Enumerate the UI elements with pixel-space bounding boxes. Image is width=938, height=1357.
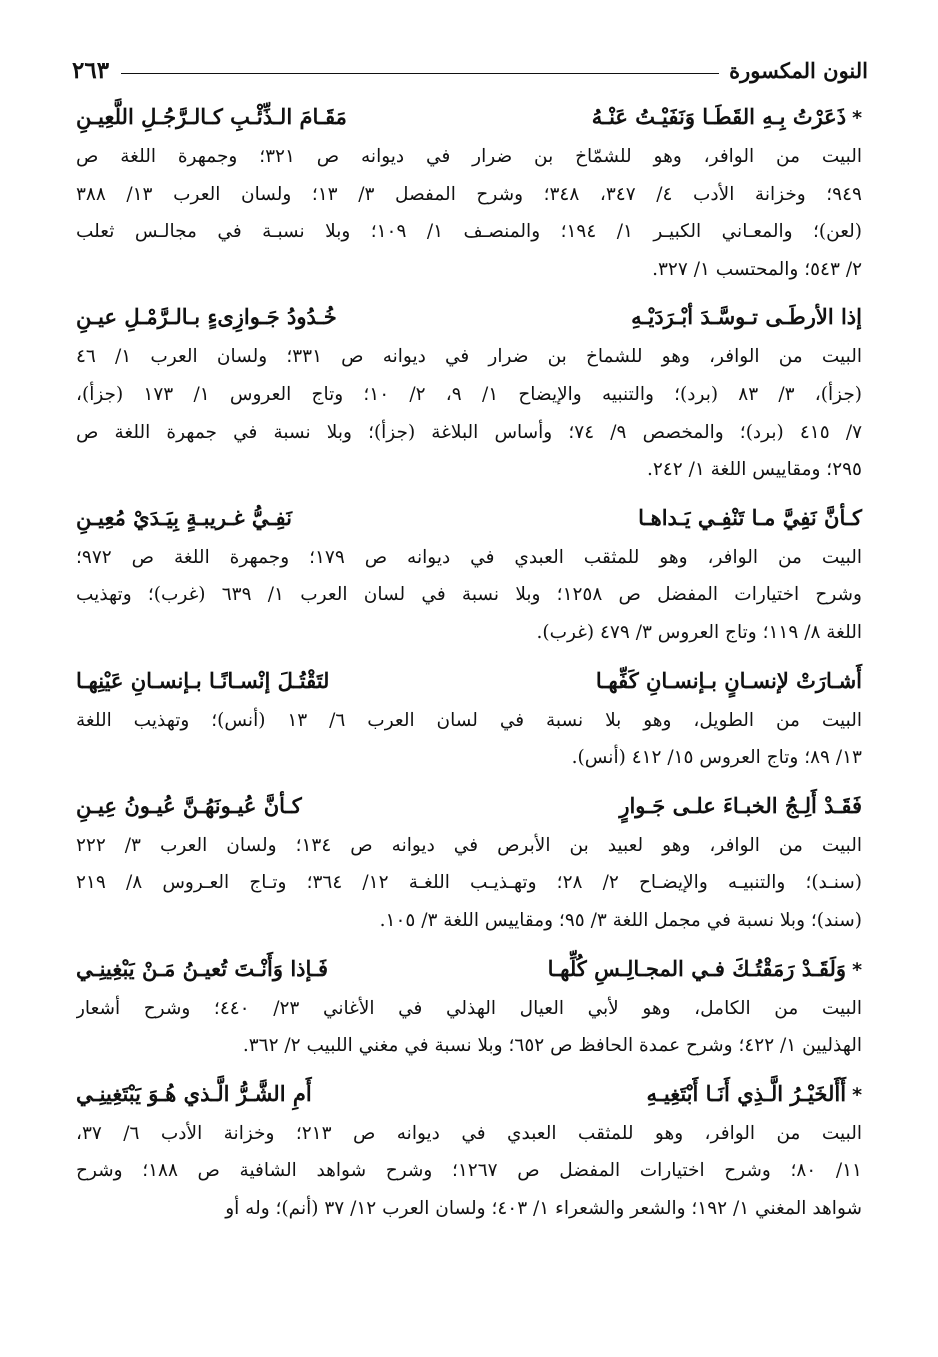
page-number: ٢٦٣ [72,56,110,84]
verse-footnote [76,827,862,940]
header-rule [121,73,719,74]
first-hemistich-text: ذَعَرْتُ بِـهِ القَطَـا وَنَفَيْـتُ عَنْـهُ [591,104,847,129]
second-hemistich: خُـدُودُ جَـوازِىءٍ بـالـرَّمْـلِ عيـنِ [76,304,337,330]
verse-line [76,785,862,827]
footnote-line: الهذليين ١/ ٤٢٢؛ وشرح عمدة الحافظ ص ٦٥٢؛ وبلا نسبة في مغني اللبيب ٢/ ٣٦٢. [242,1035,862,1057]
footnote-line: ٧/ ٤١٥ (برد)؛ والمخصص ٩/ ٧٤؛ وأساس البلاغة (جزأ)؛ وبلا نسبة في جمهرة اللغة ص [76,421,862,443]
verse-line [76,96,862,138]
second-hemistich: فَـإذا وَأَنْـتَ تُعيـنُ مَـنْ يَبْغِينِـي [76,955,329,981]
verse-entry [76,660,862,777]
verse-footnote [76,702,862,777]
footnote-line: البيت من الوافر، وهو للشمّاخ بن ضرار في ديوانه ص ٣٢١؛ وجمهرة اللغة ص [76,146,862,167]
verse-line [76,497,862,539]
first-hemistich [592,102,862,133]
footnote-line: (لعن)؛ والمعـاني الكبيـر ١/ ١٩٤؛ والمنصـف ١/ ١٠٩؛ وبلا نسبـة في مجالـس ثعلب [76,221,862,243]
asterisk-marker: * [852,107,862,129]
second-hemistich: نَفِـيُّ غـريبـةٍ بِيَـدَيْ مُعِيـنِ [76,504,293,530]
first-hemistich [548,954,862,985]
footnote-line: البيت من الكامل، وهو لأبي العيال الهذلي في الأغاني ٢٣/ ٤٤٠؛ وشرح أشعار [76,997,862,1019]
footnote-line: ١١/ ٨٠؛ وشرح اختيارات المفضل ص ١٢٦٧؛ وشرح شواهد الشافية ص ١٨٨؛ وشرح [76,1160,862,1182]
footnote-line: وشرح اختيارات المفضل ص ١٢٥٨؛ وبلا نسبة في لسان العرب ١/ ٦٣٩ (غرب)؛ وتهذيب [76,584,862,606]
verse-entry [76,497,862,652]
first-hemistich-text: فَقَـدْ أَلِـجُ الخبـاءَ علـى جَـوارٍ [619,792,862,818]
footnote-line: ٢٩٥؛ ومقاييس اللغة ١/ ٢٤٢. [646,459,862,481]
footnote-line: اللغة ٨/ ١١٩؛ وتاج العروس ٣/ ٤٧٩ (غرب). [536,621,862,643]
first-hemistich-text: كـأنَّ نَفِيَّ مـا تَنْفِـي يَـداهـا [638,504,862,530]
chapter-title: النون المكسورة [729,57,868,83]
second-hemistich: أَمِ الشَّـرُّ الَّـذي هُـوَ يَبْتَغِينِـي [76,1080,312,1106]
footnote-line: (سنـد)؛ والتنبيـه والإيضـاح ٢/ ٢٨؛ وتهـذيـب اللغـة ١٢/ ٣٦٤؛ وتـاج العـروس ٨/ ٢١٩ [76,872,862,894]
footnote-line: البيت من الوافر، وهو للشماخ بن ضرار في ديوانه ص ٣٣١؛ ولسان العرب ١/ ٤٦ [76,346,862,368]
footnote-line: البيت من الوافر، وهو لعبيد بن الأبرص في ديوانه ص ١٣٤؛ ولسان العرب ٣/ ٢٢٢ [76,834,862,856]
footnote-line: البيت من الوافر، وهو للمثقب العبدي في ديوانه ص ٢١٣؛ وخزانة الأدب ٦/ ٣٧، [76,1122,862,1144]
footnote-line: ٢/ ٥٤٣؛ والمحتسب ١/ ٣٢٧. [652,258,862,280]
verse-footnote [76,138,862,288]
running-header [72,52,868,88]
first-hemistich [638,503,862,533]
asterisk-marker: * [852,958,862,981]
second-hemistich: كـأنَّ عُيـونَهُـنَّ عُيـونُ عِيـنِ [76,792,302,818]
verse-entry [76,96,862,288]
verse-entry [76,948,862,1065]
footnote-line: ١٣/ ٨٩؛ وتاج العروس ١٥/ ٤١٢ (أنس). [571,747,862,769]
footnote-line: (جزأ)، ٣/ ٨٣ (برد)؛ والتنبيه والإيضاح ١/ ٩، ٢/ ١٠؛ وتاج العروس ١/ ١٧٣ (جزأ)، [76,383,862,405]
asterisk-marker: * [852,1083,862,1106]
verse-entry [76,1073,862,1228]
first-hemistich-text: أَشـارَتْ لإنسـانٍ بـإنسـانِ كَفِّهـا [595,667,862,693]
first-hemistich [631,302,862,332]
verse-entry [76,785,862,940]
first-hemistich-text: أَأَلخَيْـرُ الَّـذِي أَنَـا أَبْتَغِيـهِ [646,1080,847,1106]
first-hemistich [596,666,862,696]
verse-footnote [76,338,862,488]
verse-line [76,1073,862,1115]
first-hemistich-text: إذا الأرطَـى تـوسَّـدَ أبْـرَدَيْـهِ [631,304,862,330]
verse-footnote [76,990,862,1065]
first-hemistich-text: وَلَقَـدْ رَمَقْتُـكَ فـي المجـالِـسِ كُلِّهـا [547,955,847,981]
page-content [76,96,862,1235]
first-hemistich [646,1079,862,1110]
footnote-line: البيت من الوافر، وهو للمثقب العبدي في ديوانه ص ١٧٩؛ وجمهرة اللغة ص ٩٧٢؛ [76,546,862,568]
verse-line [76,296,862,338]
footnote-line: (سند)؛ وبلا نسبة في مجمل اللغة ٣/ ٩٥؛ ومقاييس اللغة ٣/ ١٠٥. [379,909,862,931]
second-hemistich: لتَقْتُـلَ إنْسـانًـا بـإنسـانِ عَيْنِهـا [76,667,330,693]
first-hemistich [619,791,862,821]
footnote-line: البيت من الطويل، وهو بلا نسبة في لسان العرب ٦/ ١٣ (أنس)؛ وتهذيب اللغة [76,709,862,731]
verse-line [76,660,862,702]
verse-footnote [76,1115,862,1228]
verse-line [76,948,862,990]
footnote-line: ٩٤٩؛ وخزانة الأدب ٤/ ٣٤٧، ٣٤٨؛ وشرح المفصل ٣/ ١٣؛ ولسان العرب ١٣/ ٣٨٨ [76,183,862,205]
second-hemistich: مَقَـامَ الـذِّئْـبِ كـالـرَّجُـلِ اللَّعِيـنِ [76,104,347,129]
verse-footnote [76,539,862,652]
footnote-line: شواهد المغني ١/ ١٩٢؛ والشعر والشعراء ١/ ٤٠٣؛ ولسان العرب ١٢/ ٣٧ (أنم)؛ وله أو [225,1197,862,1219]
verse-entry [76,296,862,488]
